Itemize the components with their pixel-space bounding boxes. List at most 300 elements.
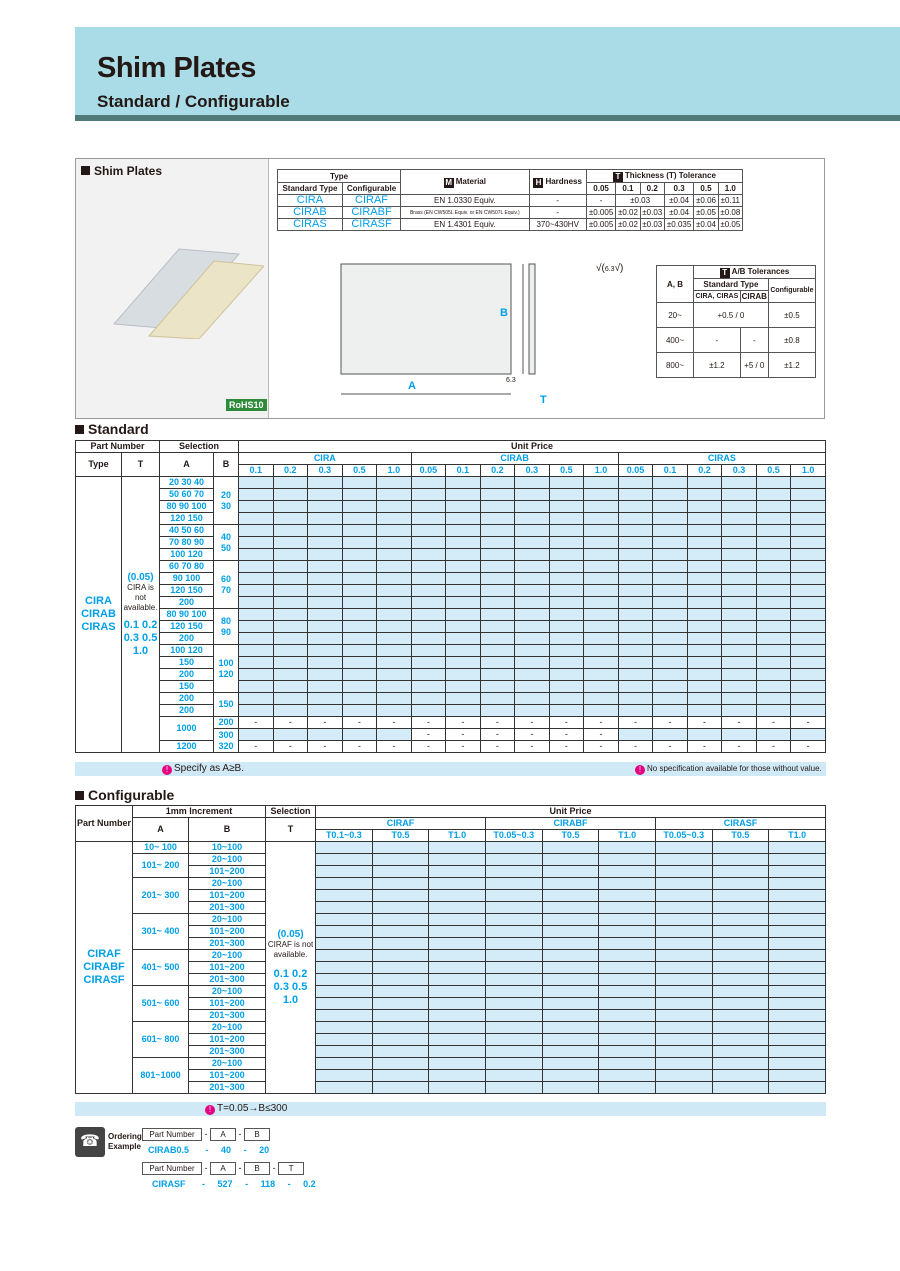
price-cell — [791, 645, 826, 657]
price-cell — [411, 657, 446, 669]
b-cell: 300 320 — [214, 729, 239, 753]
price-cell: - — [515, 717, 550, 729]
note-t005: ! T=0.05→B≤300 — [205, 1103, 287, 1115]
price-cell — [308, 537, 343, 549]
tol-cell: ±0.005 — [586, 207, 615, 219]
price-cell — [308, 489, 343, 501]
price-cell — [308, 669, 343, 681]
ex1-a-box: A — [210, 1128, 236, 1141]
price-cell — [542, 866, 599, 878]
price-cell: - — [722, 717, 757, 729]
price-cell: - — [480, 717, 515, 729]
roughness-label: 6.3 — [506, 377, 516, 384]
price-cell — [239, 477, 274, 489]
price-cell — [722, 513, 757, 525]
price-cell — [429, 890, 486, 902]
th-thickness-tol: T Thickness (T) Tolerance — [586, 170, 742, 183]
price-cell — [655, 950, 712, 962]
price-cell — [429, 950, 486, 962]
price-cell — [485, 842, 542, 854]
price-cell — [308, 513, 343, 525]
price-cell — [372, 1046, 429, 1058]
price-cell — [756, 645, 791, 657]
th-type: Type — [278, 170, 401, 183]
price-cell — [372, 962, 429, 974]
th-selection: Selection — [160, 441, 239, 453]
price-cell — [542, 1022, 599, 1034]
price-cell — [687, 597, 722, 609]
price-cell — [542, 1058, 599, 1070]
tol-cell: ±0.03 — [640, 219, 664, 231]
price-cell — [791, 705, 826, 717]
th-t: 0.3 — [664, 183, 693, 195]
th-group-cirasf: CIRASF — [655, 818, 825, 830]
th-material: M Material — [401, 170, 529, 195]
price-cell — [372, 1082, 429, 1094]
price-cell — [411, 477, 446, 489]
type-cell: CIRAS — [278, 219, 343, 231]
dash: - — [238, 1129, 242, 1139]
price-cell — [446, 597, 481, 609]
price-cell — [446, 669, 481, 681]
price-cell — [515, 573, 550, 585]
a-cell: 120 150 — [160, 621, 214, 633]
price-cell — [687, 633, 722, 645]
price-cell — [377, 609, 412, 621]
price-cell — [485, 962, 542, 974]
price-cell — [584, 669, 619, 681]
price-cell — [599, 974, 656, 986]
price-cell — [618, 489, 653, 501]
price-cell — [411, 513, 446, 525]
price-cell — [549, 537, 584, 549]
price-cell — [239, 501, 274, 513]
th-group-cirab: CIRAB — [411, 453, 618, 465]
tol-cell: ±0.02 — [616, 207, 640, 219]
price-cell: - — [446, 717, 481, 729]
th-configurable: Configurable — [342, 183, 400, 195]
table-row — [76, 537, 826, 549]
th-group-cira: CIRA — [239, 453, 412, 465]
price-cell — [239, 705, 274, 717]
price-cell — [549, 489, 584, 501]
price-cell — [316, 1082, 373, 1094]
price-cell — [377, 621, 412, 633]
tol-cell: ±0.05 — [718, 219, 742, 231]
price-cell — [446, 657, 481, 669]
table-row — [76, 926, 826, 938]
drawing-a-label: A — [408, 380, 416, 392]
price-cell — [653, 525, 688, 537]
price-cell — [687, 681, 722, 693]
price-cell — [791, 609, 826, 621]
price-cell — [618, 657, 653, 669]
tol-cell: ±0.005 — [586, 219, 615, 231]
th-unit-price: Unit Price — [316, 806, 826, 818]
price-cell — [429, 842, 486, 854]
price-cell — [308, 585, 343, 597]
price-cell — [239, 549, 274, 561]
price-cell — [308, 609, 343, 621]
price-cell — [480, 489, 515, 501]
price-cell — [712, 974, 769, 986]
price-cell — [599, 1046, 656, 1058]
price-cell — [769, 1070, 826, 1082]
b-cell: 201~300 — [189, 902, 266, 914]
price-cell — [542, 890, 599, 902]
price-cell — [372, 902, 429, 914]
price-cell — [446, 693, 481, 705]
price-cell — [655, 890, 712, 902]
price-cell — [515, 525, 550, 537]
price-cell — [618, 501, 653, 513]
price-cell — [687, 705, 722, 717]
price-cell — [653, 621, 688, 633]
a-cell: 1200 — [160, 741, 214, 753]
price-cell — [411, 561, 446, 573]
hardness-cell: - — [529, 195, 586, 207]
price-cell — [756, 621, 791, 633]
tol-cell: ±0.05 — [694, 207, 718, 219]
table-row — [76, 645, 826, 657]
price-cell — [599, 1010, 656, 1022]
price-cell: - — [480, 741, 515, 753]
table-row — [76, 597, 826, 609]
b-cell: 201~300 — [189, 938, 266, 950]
price-cell — [446, 645, 481, 657]
price-cell — [653, 705, 688, 717]
price-cell — [549, 513, 584, 525]
table-row — [76, 938, 826, 950]
price-cell — [687, 693, 722, 705]
price-cell — [342, 669, 377, 681]
price-cell — [542, 926, 599, 938]
price-cell — [722, 633, 757, 645]
th-group-ciras: CIRAS — [618, 453, 825, 465]
b-cell: 201~300 — [189, 1082, 266, 1094]
price-cell — [722, 657, 757, 669]
price-cell: - — [239, 717, 274, 729]
table-row — [76, 633, 826, 645]
price-cell — [756, 669, 791, 681]
price-cell — [712, 890, 769, 902]
configurable-price-table — [75, 805, 826, 1094]
price-cell — [485, 950, 542, 962]
price-cell — [429, 1082, 486, 1094]
price-cell — [712, 842, 769, 854]
price-cell — [515, 513, 550, 525]
ex1-b-box: B — [244, 1128, 270, 1141]
section-configurable: Configurable — [75, 787, 174, 803]
price-cell — [273, 669, 308, 681]
price-cell — [655, 938, 712, 950]
price-cell — [377, 633, 412, 645]
price-cell — [372, 914, 429, 926]
price-cell — [618, 669, 653, 681]
price-cell — [308, 573, 343, 585]
price-cell — [316, 1022, 373, 1034]
price-cell — [549, 669, 584, 681]
price-cell — [687, 525, 722, 537]
price-cell — [756, 549, 791, 561]
price-cell — [791, 549, 826, 561]
price-cell — [446, 501, 481, 513]
price-cell — [239, 561, 274, 573]
price-cell — [239, 645, 274, 657]
price-cell — [411, 693, 446, 705]
price-cell — [342, 477, 377, 489]
table-row — [76, 477, 826, 489]
price-cell — [769, 938, 826, 950]
price-cell — [273, 645, 308, 657]
ex2-b-val: 118 — [260, 1179, 276, 1189]
price-cell — [769, 878, 826, 890]
price-cell: - — [584, 729, 619, 741]
price-cell — [599, 854, 656, 866]
price-cell — [342, 549, 377, 561]
price-cell — [372, 1022, 429, 1034]
price-cell — [722, 525, 757, 537]
price-cell — [273, 609, 308, 621]
a-cell: 80 90 100 — [160, 609, 214, 621]
price-cell — [515, 609, 550, 621]
price-cell — [756, 477, 791, 489]
a-cell: 200 — [160, 597, 214, 609]
price-cell — [485, 854, 542, 866]
price-cell — [429, 878, 486, 890]
th-thickness: 0.5 — [342, 465, 377, 477]
price-cell — [549, 597, 584, 609]
price-cell — [429, 866, 486, 878]
price-cell — [446, 681, 481, 693]
material-cell: Brass (EN CW505L Equiv. or EN CW507L Equiv.) — [401, 207, 529, 219]
table-row — [76, 890, 826, 902]
tol-cell: ±0.06 — [694, 195, 718, 207]
price-cell — [446, 549, 481, 561]
price-cell: - — [515, 729, 550, 741]
price-cell — [584, 501, 619, 513]
price-cell — [722, 501, 757, 513]
ex1-pn-val: CIRAB0.5 — [148, 1145, 190, 1155]
price-cell — [756, 513, 791, 525]
price-cell — [480, 525, 515, 537]
b-cell: 20~100 — [189, 1022, 266, 1034]
price-cell — [316, 962, 373, 974]
th-thickness: 0.3 — [308, 465, 343, 477]
price-cell — [446, 513, 481, 525]
price-cell — [515, 657, 550, 669]
ex1-values — [148, 1145, 269, 1155]
ex2-values — [152, 1179, 316, 1189]
price-cell — [429, 854, 486, 866]
price-cell — [769, 1046, 826, 1058]
price-cell — [769, 854, 826, 866]
price-cell — [712, 1082, 769, 1094]
th-a: A — [133, 818, 189, 842]
th-thickness: 0.2 — [273, 465, 308, 477]
price-cell — [411, 489, 446, 501]
price-cell — [377, 561, 412, 573]
price-cell — [485, 878, 542, 890]
price-cell — [308, 561, 343, 573]
price-cell — [712, 926, 769, 938]
th-subcol: T0.1~0.3 — [316, 830, 373, 842]
dash: - — [243, 1145, 247, 1155]
price-cell — [377, 501, 412, 513]
price-cell: - — [618, 717, 653, 729]
price-cell — [480, 513, 515, 525]
price-cell — [342, 585, 377, 597]
b-cell: 20~100 — [189, 986, 266, 998]
price-cell — [599, 998, 656, 1010]
table-row — [76, 585, 826, 597]
price-cell: - — [239, 741, 274, 753]
price-cell — [655, 1034, 712, 1046]
price-cell — [791, 525, 826, 537]
th-thickness: 0.2 — [687, 465, 722, 477]
ab-cell: 400~ — [657, 328, 694, 353]
price-cell: - — [446, 729, 481, 741]
price-cell — [239, 585, 274, 597]
price-cell — [316, 854, 373, 866]
price-cell — [342, 621, 377, 633]
price-cell — [429, 926, 486, 938]
ab-cell: ±0.8 — [768, 328, 815, 353]
price-cell — [618, 729, 653, 741]
price-cell — [599, 1082, 656, 1094]
price-cell — [411, 609, 446, 621]
b-cell: 100 120 — [214, 645, 239, 693]
a-range-cell: 501~ 600 — [133, 986, 189, 1022]
price-cell — [618, 477, 653, 489]
price-cell — [411, 585, 446, 597]
price-cell — [239, 633, 274, 645]
price-cell — [618, 585, 653, 597]
price-cell — [687, 657, 722, 669]
price-cell — [273, 537, 308, 549]
price-cell — [446, 621, 481, 633]
price-cell — [687, 489, 722, 501]
price-cell — [446, 573, 481, 585]
ordering-example-1 — [142, 1128, 270, 1141]
ex2-a-box: A — [210, 1162, 236, 1175]
th-subcol: T0.05~0.3 — [485, 830, 542, 842]
price-cell — [429, 914, 486, 926]
price-cell — [411, 645, 446, 657]
price-cell — [687, 729, 722, 741]
t-values: 0.1 0.2 0.3 0.5 1.0 — [273, 967, 308, 1006]
price-cell — [480, 681, 515, 693]
b-cell: 80 90 — [214, 609, 239, 645]
price-cell — [308, 477, 343, 489]
price-cell — [769, 842, 826, 854]
price-cell — [485, 998, 542, 1010]
price-cell — [480, 657, 515, 669]
price-cell — [618, 537, 653, 549]
price-cell — [542, 1082, 599, 1094]
price-cell — [712, 938, 769, 950]
price-cell — [515, 633, 550, 645]
price-cell — [599, 842, 656, 854]
price-cell: - — [411, 717, 446, 729]
b-cell: 201~300 — [189, 1010, 266, 1022]
dash: - — [204, 1129, 208, 1139]
price-cell — [542, 950, 599, 962]
price-cell — [655, 854, 712, 866]
price-cell — [316, 986, 373, 998]
price-cell — [480, 597, 515, 609]
price-cell — [316, 866, 373, 878]
price-cell — [485, 914, 542, 926]
price-cell — [411, 597, 446, 609]
price-cell: - — [308, 717, 343, 729]
ab-cell: +5 / 0 — [740, 353, 768, 378]
table-row — [76, 974, 826, 986]
price-cell — [687, 669, 722, 681]
price-cell — [653, 729, 688, 741]
a-cell: 200 — [160, 669, 214, 681]
box-title: Shim Plates — [81, 164, 162, 178]
b-cell: 10~100 — [189, 842, 266, 854]
price-cell — [342, 633, 377, 645]
price-cell — [372, 866, 429, 878]
a-cell: 90 100 — [160, 573, 214, 585]
ex2-b-box: B — [244, 1162, 270, 1175]
price-cell — [618, 525, 653, 537]
price-cell — [429, 1010, 486, 1022]
price-cell — [316, 1010, 373, 1022]
t-note: (0.05) — [277, 928, 304, 940]
price-cell — [411, 681, 446, 693]
table-row — [76, 501, 826, 513]
price-cell — [316, 1034, 373, 1046]
price-cell — [542, 1010, 599, 1022]
b-cell: 201~300 — [189, 974, 266, 986]
price-cell: - — [273, 717, 308, 729]
table-row — [76, 705, 826, 717]
price-cell — [485, 1034, 542, 1046]
price-cell: - — [342, 717, 377, 729]
price-cell — [316, 1058, 373, 1070]
price-cell — [791, 537, 826, 549]
price-cell — [549, 573, 584, 585]
material-cell: EN 1.4301 Equiv. — [401, 219, 529, 231]
b-cell: 101~200 — [189, 866, 266, 878]
dash: - — [205, 1145, 209, 1155]
price-cell — [756, 537, 791, 549]
price-cell: - — [411, 729, 446, 741]
price-cell — [655, 878, 712, 890]
price-cell — [273, 489, 308, 501]
price-cell: - — [722, 741, 757, 753]
price-cell: - — [584, 741, 619, 753]
ab-tolerance-table — [656, 265, 816, 378]
price-cell — [515, 693, 550, 705]
a-cell: 150 — [160, 681, 214, 693]
price-cell — [377, 513, 412, 525]
th-subcol: T1.0 — [429, 830, 486, 842]
tol-cell: ±0.08 — [718, 207, 742, 219]
price-cell — [618, 561, 653, 573]
price-cell — [599, 950, 656, 962]
price-cell — [485, 1046, 542, 1058]
price-cell — [542, 986, 599, 998]
th-thickness: 0.2 — [480, 465, 515, 477]
price-cell — [687, 645, 722, 657]
price-cell — [722, 645, 757, 657]
price-cell — [372, 926, 429, 938]
price-cell — [722, 549, 757, 561]
